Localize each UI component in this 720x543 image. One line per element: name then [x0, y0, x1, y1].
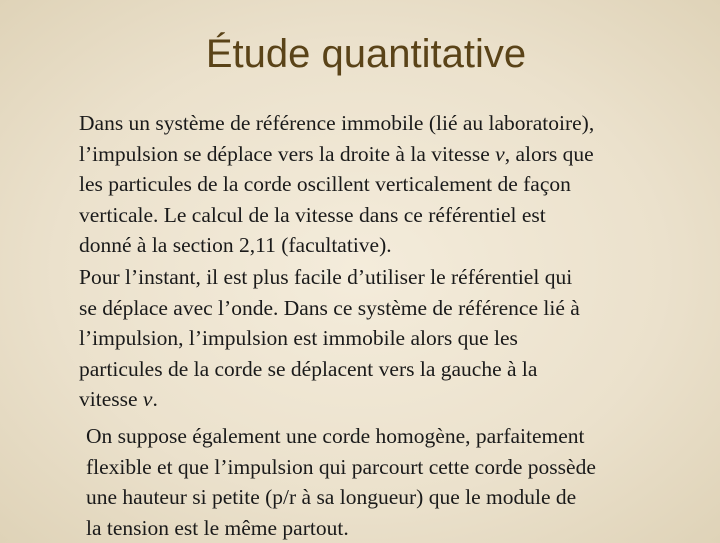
- text-line: Dans un système de référence immobile (lié au laboratoire),: [79, 108, 679, 139]
- text-line: la tension est le même partout.: [86, 513, 686, 543]
- text-line: On suppose également une corde homogène, parfaitement: [86, 421, 686, 452]
- text-line: donné à la section 2,11 (facultative).: [79, 230, 679, 261]
- text-line: l’impulsion, l’impulsion est immobile alors que les: [79, 323, 679, 354]
- text-line: l’impulsion se déplace vers la droite à la vitesse v, alors que: [79, 139, 679, 170]
- text-line: vitesse v.: [79, 384, 679, 415]
- text-line: verticale. Le calcul de la vitesse dans ce référentiel est: [79, 200, 679, 231]
- text-line: flexible et que l’impulsion qui parcourt cette corde possède: [86, 452, 686, 483]
- paragraph-reference-frame: [79, 108, 679, 261]
- text-line: particules de la corde se déplacent vers la gauche à la: [79, 354, 679, 385]
- slide-title: Étude quantitative: [0, 28, 720, 80]
- text-line: Pour l’instant, il est plus facile d’utiliser le référentiel qui: [79, 262, 679, 293]
- text-line: les particules de la corde oscillent verticalement de façon: [79, 169, 679, 200]
- paragraph-moving-frame: [79, 262, 679, 415]
- paragraph-assumptions: [86, 421, 686, 543]
- text-line: une hauteur si petite (p/r à sa longueur) que le module de: [86, 482, 686, 513]
- text-line: se déplace avec l’onde. Dans ce système de référence lié à: [79, 293, 679, 324]
